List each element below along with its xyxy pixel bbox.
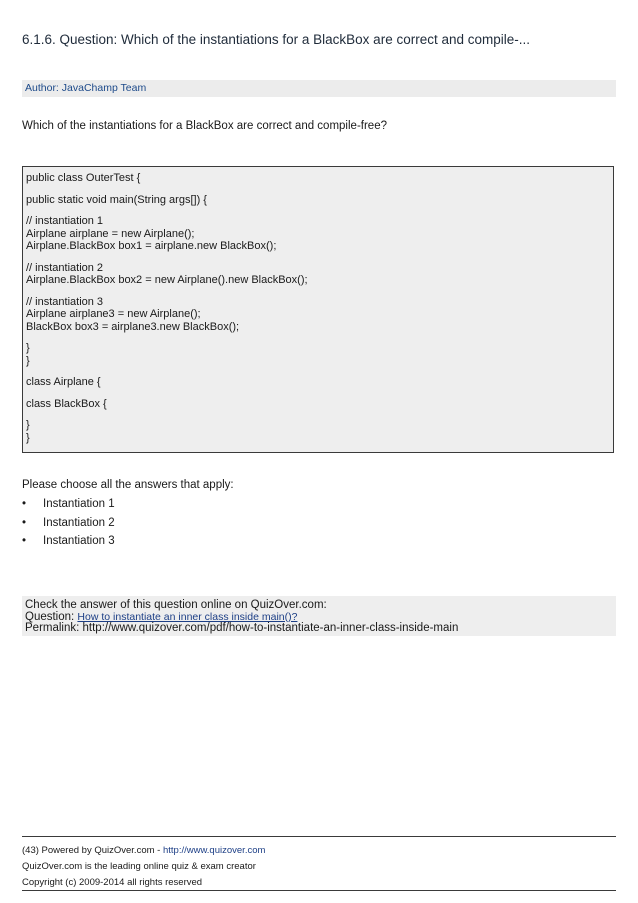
footer-powered: [22, 843, 265, 859]
footer-divider: [22, 836, 616, 837]
code-line: // instantiation 1: [26, 215, 104, 227]
answer-option[interactable]: [22, 533, 115, 552]
bullet-icon: •: [22, 516, 27, 529]
answer-label: Instantiation 3: [43, 535, 115, 547]
question-prefix: Question:: [25, 610, 78, 623]
powered-text: (43) Powered by QuizOver.com -: [22, 845, 163, 856]
code-line: public class OuterTest {: [26, 172, 141, 184]
code-line: }: [26, 419, 30, 431]
code-blank-line: [26, 333, 613, 342]
check-answer-box: [22, 596, 616, 636]
code-line: public static void main(String args[]) {: [26, 193, 207, 206]
code-blank-line: [26, 206, 613, 215]
code-line: // instantiation 3: [26, 295, 104, 308]
code-line: }: [26, 342, 30, 354]
code-blank-line: [26, 410, 613, 419]
code-line: Airplane.BlackBox box1 = airplane.new BlackBox();: [26, 240, 277, 252]
code-line: Airplane.BlackBox box2 = new Airplane().new BlackBox();: [26, 274, 308, 286]
code-blank-line: [26, 253, 613, 262]
choose-prompt: Please choose all the answers that apply:: [22, 479, 234, 491]
answer-label: Instantiation 2: [43, 516, 115, 529]
footer-tagline: QuizOver.com is the leading online quiz & exam creator: [22, 861, 256, 872]
answer-option[interactable]: [22, 496, 115, 515]
code-line: Airplane airplane3 = new Airplane();: [26, 308, 201, 320]
author-bar: [22, 80, 616, 97]
question-link[interactable]: How to instantiate an inner class inside main()?: [77, 610, 298, 623]
code-line: class BlackBox {: [26, 397, 107, 410]
author-label: Author: JavaChamp Team: [25, 82, 147, 94]
code-blank-line: [26, 185, 613, 194]
permalink[interactable]: Permalink: http://www.quizover.com/pdf/how-to-instantiate-an-inner-class-inside-main: [25, 622, 459, 634]
bullet-icon: •: [22, 498, 27, 510]
code-line: }: [26, 431, 30, 444]
answer-option[interactable]: [22, 515, 115, 534]
bullet-icon: •: [22, 535, 27, 547]
code-line: class Airplane {: [26, 376, 101, 388]
code-line: }: [26, 354, 30, 367]
answer-label: Instantiation 1: [43, 498, 115, 510]
code-blank-line: [26, 389, 613, 398]
check-line: Check the answer of this question online on QuizOver.com:: [25, 599, 327, 611]
code-line: Airplane airplane = new Airplane();: [26, 227, 195, 240]
answer-list: [22, 496, 115, 552]
page-title: 6.1.6. Question: Which of the instantiations for a BlackBox are correct and compile-...: [22, 32, 530, 47]
footer-copyright: Copyright (c) 2009-2014 all rights reserved: [22, 877, 203, 888]
footer: [22, 843, 265, 891]
footer-divider-bottom: [22, 890, 616, 891]
question-text: Which of the instantiations for a BlackBox are correct and compile-free?: [22, 120, 387, 132]
code-line: BlackBox box3 = airplane3.new BlackBox();: [26, 320, 240, 333]
code-block: [22, 166, 614, 453]
code-blank-line: [26, 367, 613, 376]
code-blank-line: [26, 287, 613, 296]
code-line: // instantiation 2: [26, 261, 104, 274]
powered-link[interactable]: http://www.quizover.com: [162, 845, 266, 856]
